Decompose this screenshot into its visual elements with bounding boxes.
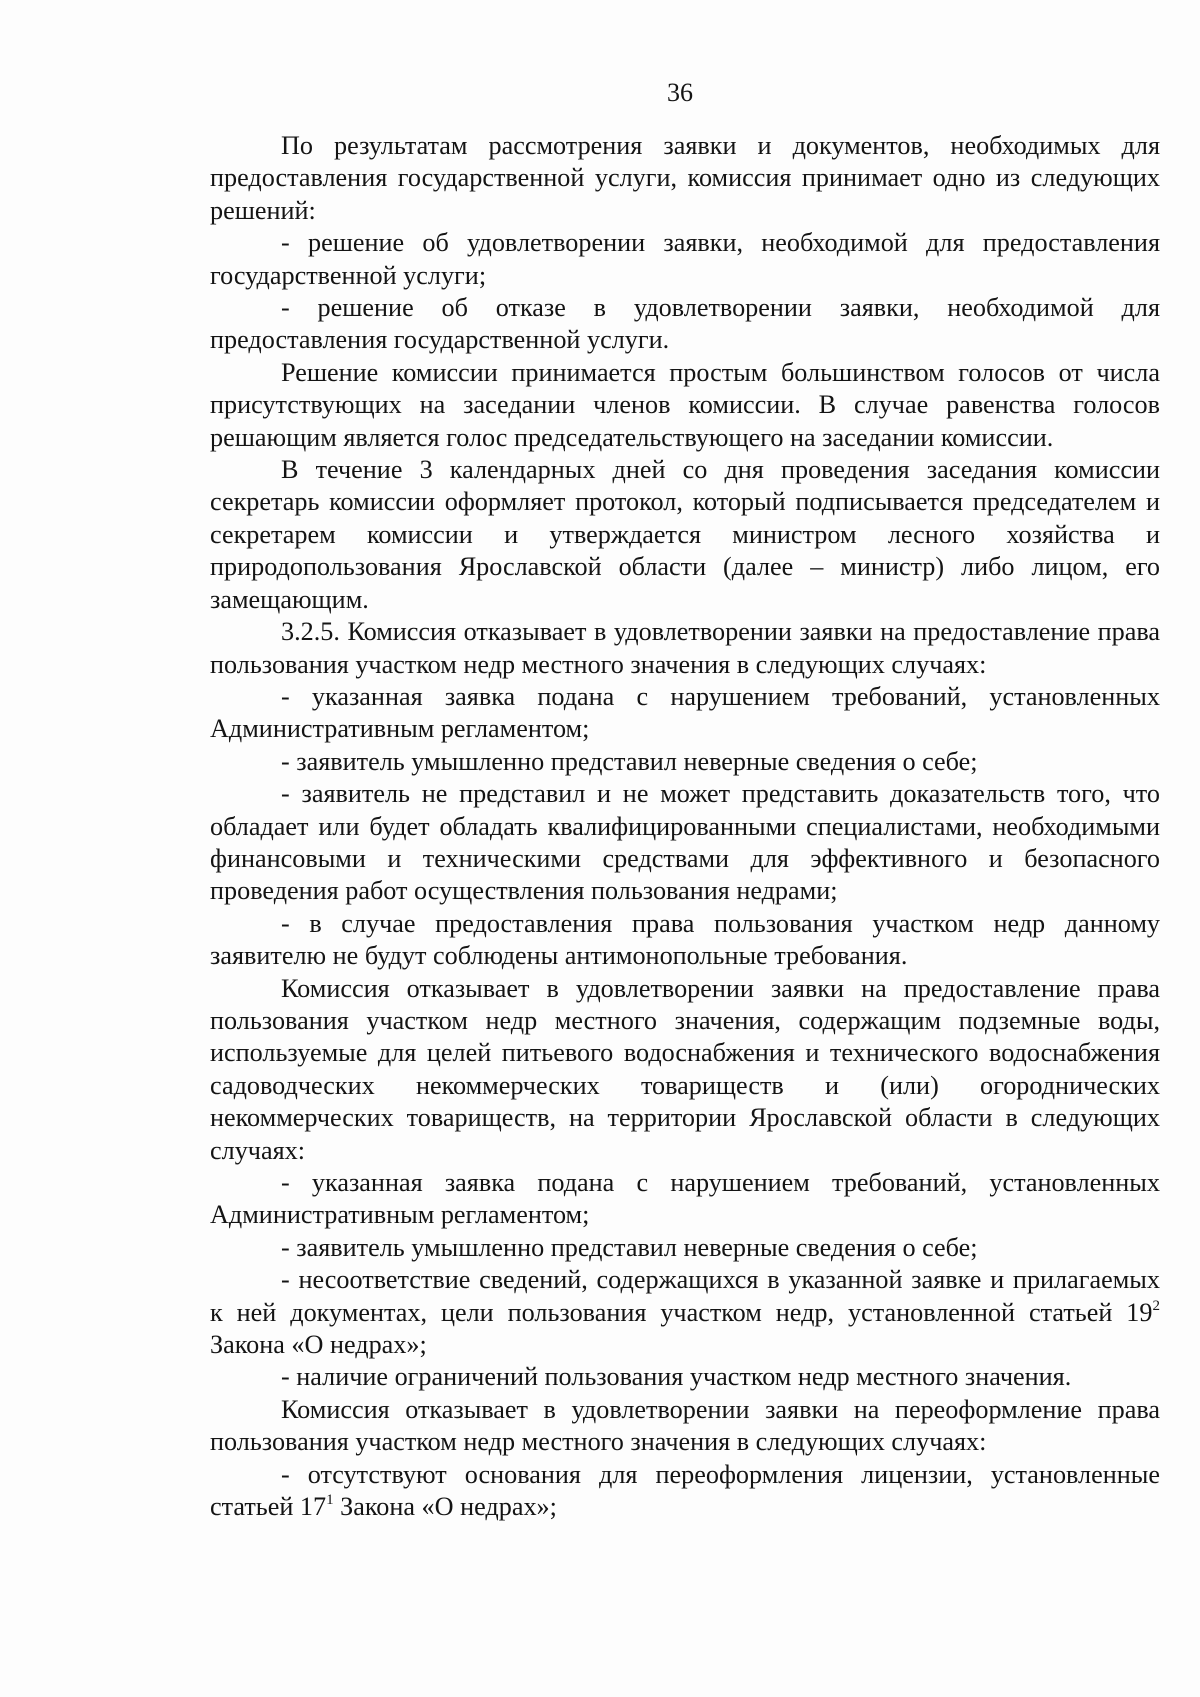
list-item-approval-decision: - решение об удовлетворении заявки, необходимой для предоставления государственной услуги; [210,228,1160,290]
paragraph-reissue-refusal: Комиссия отказывает в удовлетворении заявки на переоформление права пользования участком недр местного значения в следующих случаях: [210,1394,1160,1457]
paragraph-groundwater-refusal: Комиссия отказывает в удовлетворении заявки на предоставление права пользования участком недр местного значения, содержащим подземные воды, используемые для целей питьевого водоснабжения и технического водоснабжения садоводческих некоммерческих товариществ и (или) огороднических некоммерческих товариществ, на территории Ярославской области в следующих случаях: [210,973,1160,1165]
list-item-refusal-decision: - решение об отказе в удовлетворении заявки, необходимой для предоставления государственной услуги. [210,293,1160,355]
text-segment: Закона «О недрах»; [210,1330,427,1360]
paragraph-majority-vote: Решение комиссии принимается простым большинством голосов от числа присутствующих на заседании членов комиссии. В случае равенства голосов решающим является голос председательствующего на заседании комиссии. [210,357,1160,452]
list-item-purpose-mismatch [210,1264,1160,1361]
list-item-no-evidence: - заявитель не представил и не может представить доказательств того, что обладает или будет обладать квалифицированными специалистами, необходимыми финансовыми и техническими средствами для эффективного и безопасного проведения работ осуществления пользования недрами; [210,779,1160,906]
list-item-requirements-violation: - указанная заявка подана с нарушением требований, установленных Административным регламентом; [210,681,1160,744]
page-number: 36 [667,78,693,107]
document-body [210,130,1160,1523]
text-segment: - отсутствуют основания для переоформления лицензии, установленные статьей 17 [210,1459,1160,1522]
list-item-false-information-2: - заявитель умышленно представил неверные сведения о себе; [281,1232,978,1262]
superscript: 2 [1152,1297,1160,1314]
paragraph-commission-decisions: По результатам рассмотрения заявки и документов, необходимых для предоставления государственной услуги, комиссия принимает одно из следующих решений: [210,131,1160,225]
superscript: 1 [326,1492,334,1509]
list-item-requirements-violation-2: - указанная заявка подана с нарушением требований, установленных Административным регламентом; [210,1168,1160,1230]
text-segment: Закона «О недрах»; [333,1492,557,1522]
list-item-no-reissue-grounds [210,1459,1160,1524]
text-segment: - несоответствие сведений, содержащихся в указанной заявке и прилагаемых к ней документах, цели пользования участком недр, установленной статьей 19 [210,1265,1160,1327]
list-item-usage-restrictions: - наличие ограничений пользования участком недр местного значения. [281,1362,1072,1392]
list-item-antimonopoly: - в случае предоставления права пользования участком недр данному заявителю не будут соблюдены антимонопольные требования. [210,908,1160,971]
paragraph-section-3-2-5: 3.2.5. Комиссия отказывает в удовлетворении заявки на предоставление права пользования участком недр местного значения в следующих случаях: [210,617,1160,679]
list-item-false-information: - заявитель умышленно представил неверные сведения о себе; [281,746,978,776]
paragraph-protocol: В течение 3 календарных дней со дня проведения заседания комиссии секретарь комиссии оформляет протокол, который подписывается председателем и секретарем комиссии и утверждается министром лесного хозяйства и природопользования Ярославской области (далее – министр) либо лицом, его замещающим. [210,455,1160,614]
